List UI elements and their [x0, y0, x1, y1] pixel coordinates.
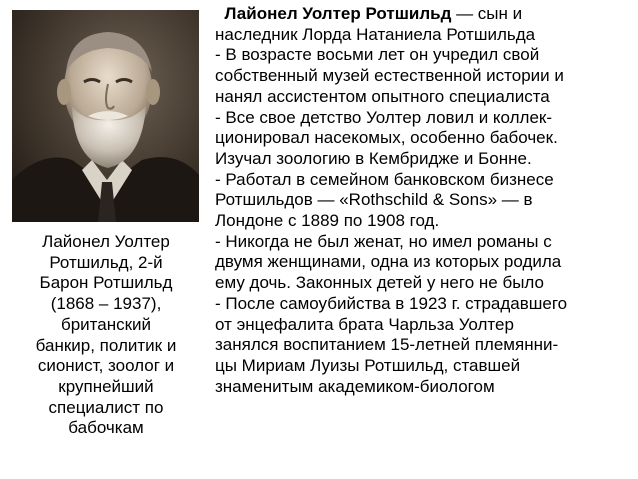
caption-line: британский	[60, 314, 152, 334]
bio-line: ционировал насекомых, особенно бабочек.	[215, 128, 558, 148]
bio-line: от энцефалита брата Чарльза Уолтер	[215, 314, 514, 334]
bio-line: - Никогда не был женат, но имел романы с	[215, 231, 552, 251]
caption-line: Ротшильд, 2-й	[49, 252, 163, 272]
bio-name: Лайонел Уолтер Ротшильд	[224, 4, 452, 23]
bio-line: нанял ассистентом опытного специалиста	[215, 86, 550, 106]
caption-line: специалист по	[48, 397, 164, 417]
portrait-caption	[6, 232, 206, 439]
bio-line: занялся воспитанием 15-летней племянни-	[215, 335, 559, 355]
bio-line: - Все свое детство Уолтер ловил и коллек-	[215, 107, 553, 127]
bio-line: наследник Лорда Натаниела Ротшильда	[215, 24, 536, 44]
bio-line: двумя женщинами, одна из которых родила	[215, 252, 562, 272]
caption-line: банкир, политик и	[35, 335, 177, 355]
bio-heading-line	[215, 4, 635, 25]
caption-line: (1868 – 1937),	[50, 294, 162, 314]
portrait-photo	[12, 10, 199, 222]
bio-line: собственный музей естественной истории и	[215, 66, 564, 86]
bio-line: - Работал в семейном банковском бизнесе	[215, 169, 554, 189]
bio-line: Ротшильдов — «Rothschild & Sons» — в	[215, 190, 533, 210]
bio-line: - После самоубийства в 1923 г. страдавшего	[215, 293, 568, 313]
bio-line: знаменитым академиком-биологом	[215, 376, 495, 396]
caption-line: бабочкам	[68, 418, 144, 438]
portrait-illustration	[12, 10, 199, 222]
caption-line: Лайонел Уолтер	[42, 232, 170, 251]
caption-line: сионист, зоолог и	[37, 356, 175, 376]
bio-line: Лондоне с 1889 по 1908 год.	[215, 211, 440, 231]
caption-line: Барон Ротшильд	[39, 273, 173, 293]
bio-name-suffix: — сын и	[451, 4, 523, 23]
caption-line: крупнейший	[58, 376, 154, 396]
biography-text	[215, 4, 635, 397]
bio-line: - В возрасте восьми лет он учредил свой	[215, 45, 540, 65]
bio-line: ему дочь. Законных детей у него не было	[215, 273, 544, 293]
bio-line: цы Мириам Луизы Ротшильд, ставшей	[215, 355, 521, 375]
bio-line: Изучал зоологию в Кембридже и Бонне.	[215, 148, 532, 168]
